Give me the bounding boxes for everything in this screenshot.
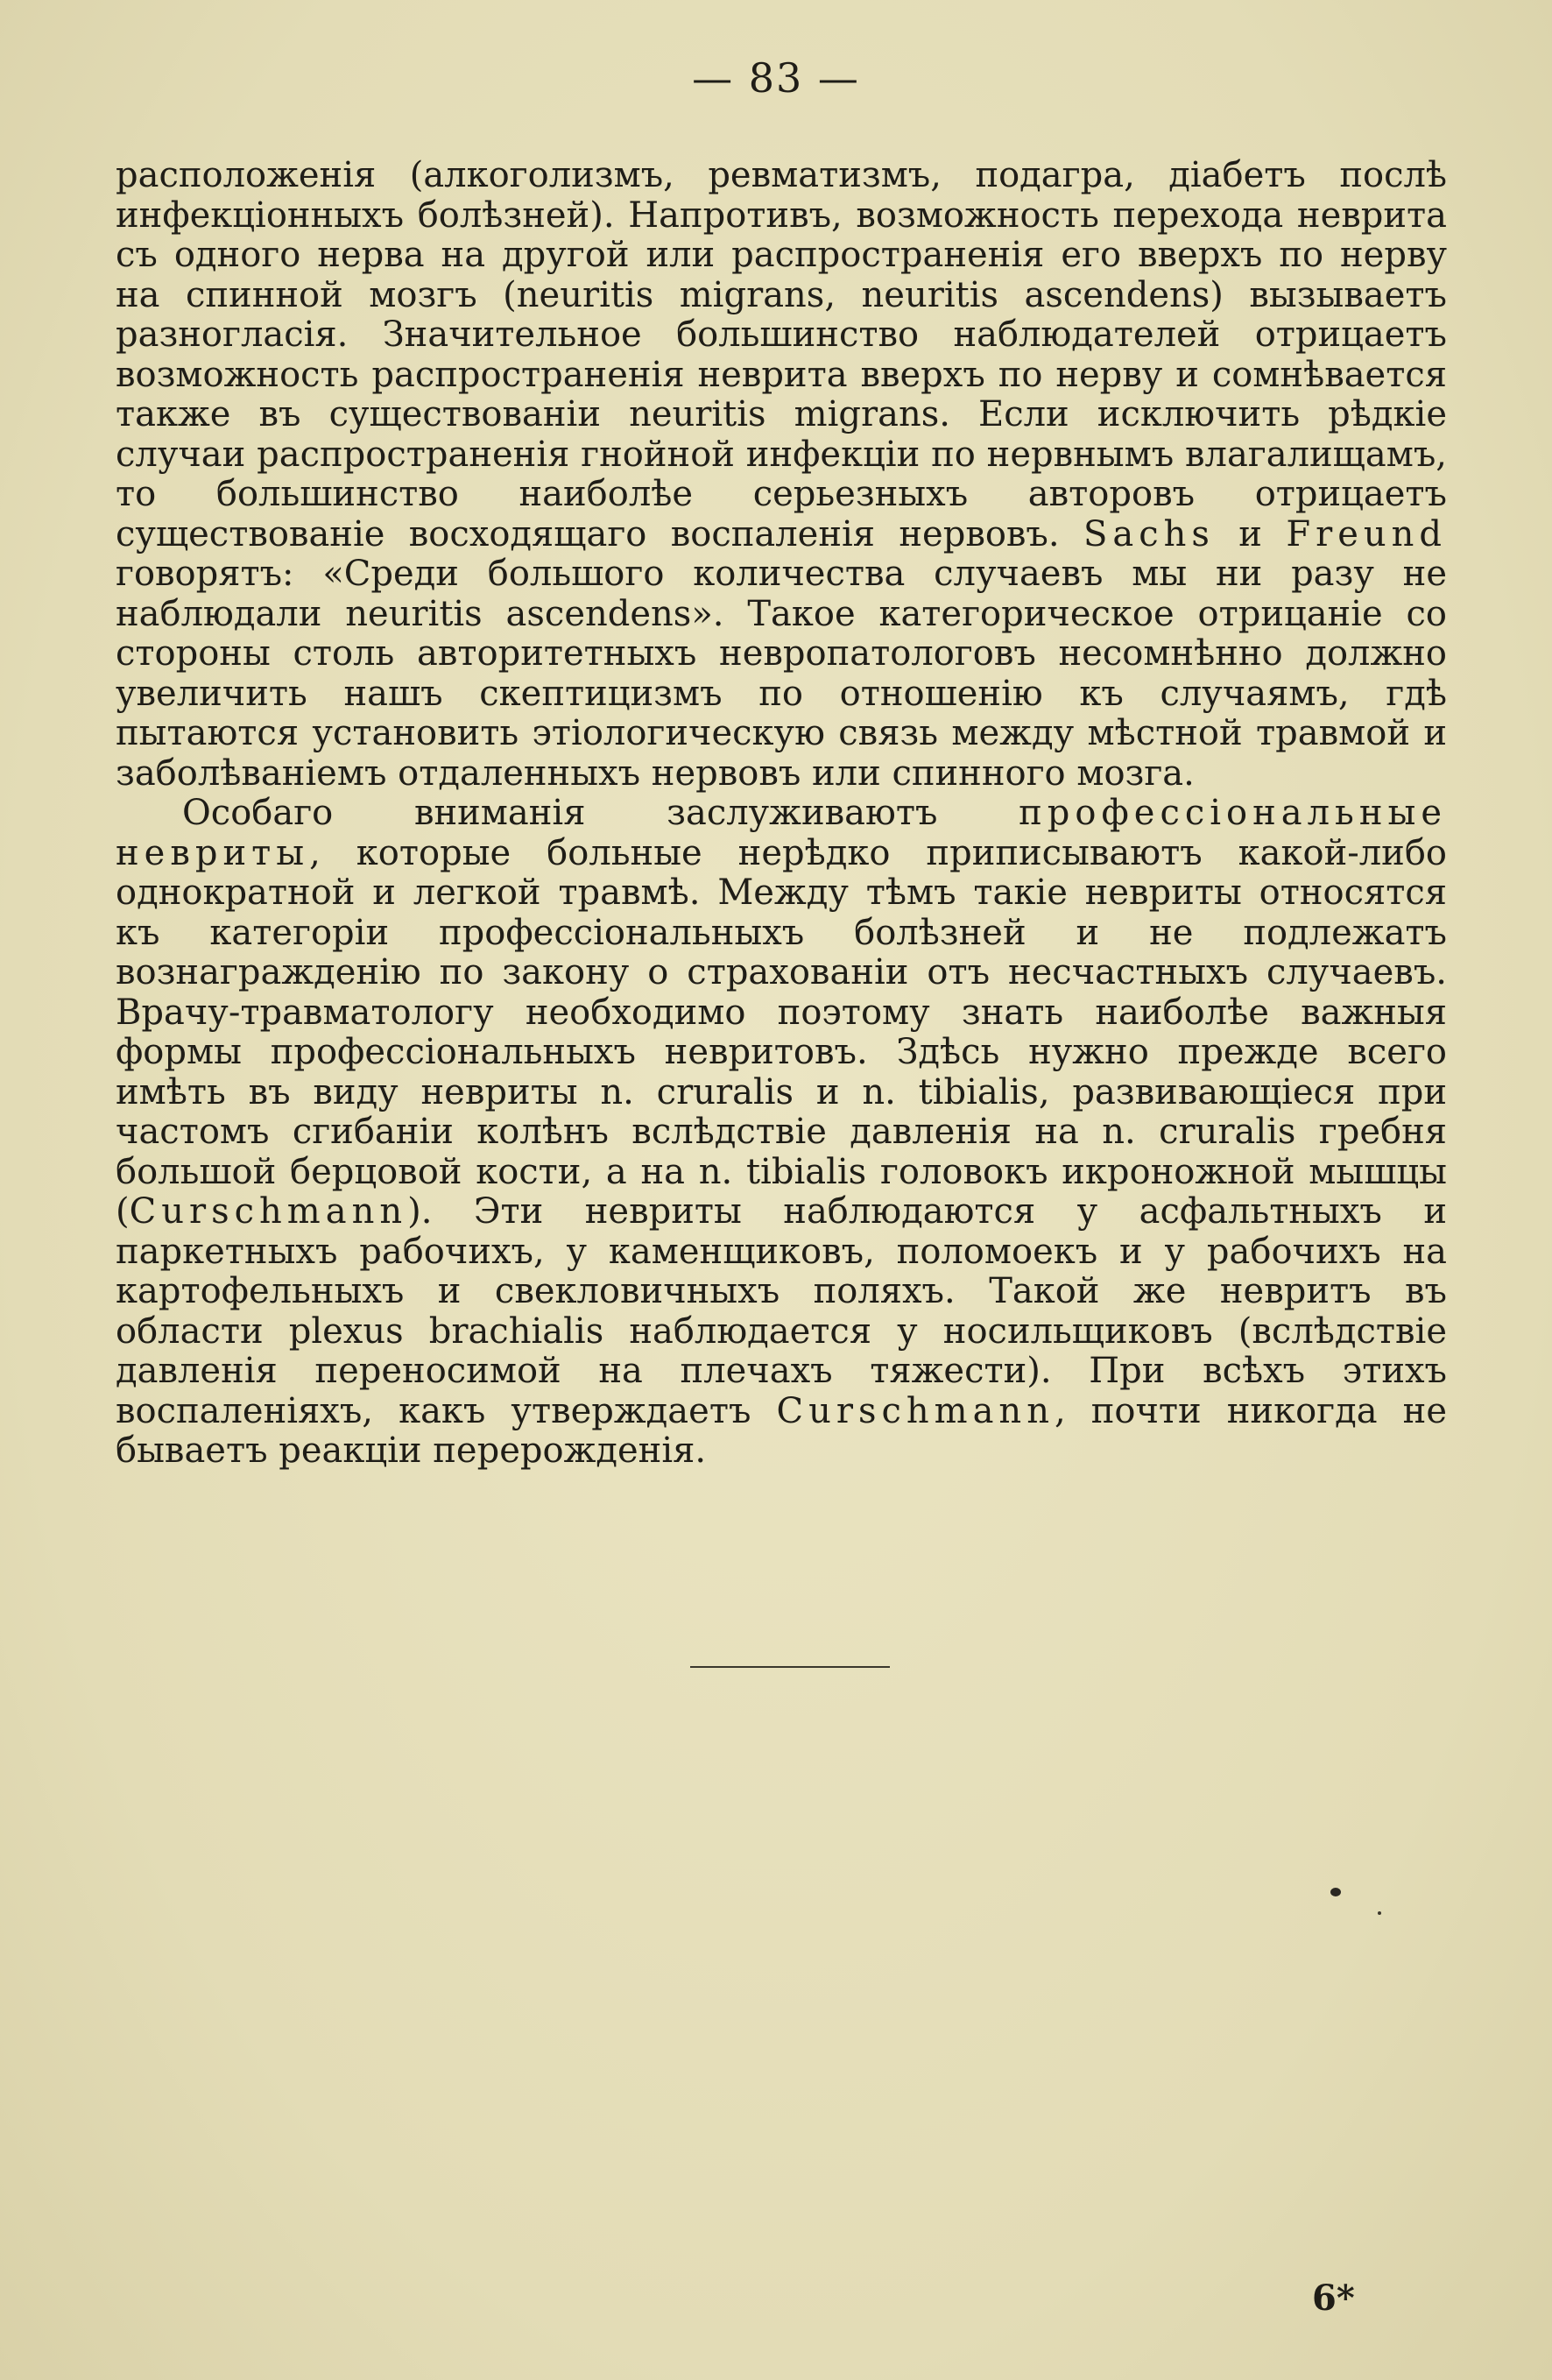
section-divider-rule [690, 1666, 890, 1668]
paragraph-1 [116, 156, 1447, 794]
page-number: — 83 — [692, 54, 860, 102]
text-run: , которые больные нерѣдко приписываютъ какой-либо однократной и легкой травмѣ. Между тѣмъ такіе невриты относятся къ категоріи профессіональныхъ болѣзней и не подлежатъ вознагражденію по закону о страхованіи отъ несчастныхъ случаевъ. Врачу-травматологу необходимо поэтому знать наиболѣе важныя формы профессіональныхъ невритовъ. Здѣсь нужно прежде всего имѣть въ виду невриты n. cruralis и n. tibialis, развивающіеся при частомъ сгибаніи колѣнъ вслѣдствіе давленія на n. cruralis гребня большой берцовой кости, а на n. tibialis головокъ икроножной мышцы ( [116, 832, 1447, 1232]
printer-signature-mark: 6* [1312, 2278, 1355, 2319]
author-name-curschmann: Curschmann [129, 1191, 408, 1232]
text-run: и [1214, 513, 1287, 554]
author-name-curschmann: Curschmann [776, 1390, 1055, 1431]
body-text [116, 156, 1447, 1472]
ink-spot [1330, 1888, 1341, 1896]
author-name-freund: Freund [1286, 513, 1447, 554]
author-name-sachs: Sachs [1083, 513, 1215, 554]
text-run: , почти никогда не бываетъ реакціи перерожденія. [116, 1390, 1447, 1471]
text-run: ). Эти невриты наблюдаются у асфальтныхъ и паркетныхъ рабочихъ, у каменщиковъ, поломоекъ и у рабочихъ на картофельныхъ и свекловичныхъ поляхъ. Такой же невритъ въ области plexus brachialis наблюдается у носильщиковъ (вслѣдствіе давленія переносимой на плечахъ тяжести). При всѣхъ этихъ воспаленіяхъ, какъ утверждаетъ [116, 1191, 1447, 1431]
paragraph-2 [116, 794, 1447, 1472]
text-run: Особаго вниманія заслуживаютъ [182, 793, 1019, 833]
ink-speck [1378, 1911, 1381, 1915]
text-run: говорятъ: «Среди большого количества случаевъ мы ни разу не наблюдали neuritis ascendens». Такое категорическое отрицаніе со стороны столь авторитетныхъ невропатологовъ несомнѣнно должно увеличить нашъ скептицизмъ по отношенію къ случаямъ, гдѣ пытаются установить этіологическую связь между мѣстной травмой и заболѣваніемъ отдаленныхъ нервовъ или спинного мозга. [116, 554, 1447, 794]
text-run: расположенія (алкоголизмъ, ревматизмъ, подагра, діабетъ послѣ инфекціонныхъ болѣзней). Напротивъ, возможность перехода неврита съ одного нерва на другой или распространенія его вверхъ по нерву на спинной мозгъ (neuritis migrans, neuritis ascendens) вызываетъ разногласія. Значительное большинство наблюдателей отрицаетъ возможность распространенія неврита вверхъ по нерву и сомнѣвается также въ существованіи neuritis migrans. Если исключить рѣдкіе случаи распространенія гнойной инфекціи по нервнымъ влагалищамъ, то большинство наиболѣе серьезныхъ авторовъ отрицаетъ существованіе восходящаго воспаленія нервовъ. [116, 155, 1447, 554]
emphasized-term: профессіональные невриты [116, 793, 1447, 873]
